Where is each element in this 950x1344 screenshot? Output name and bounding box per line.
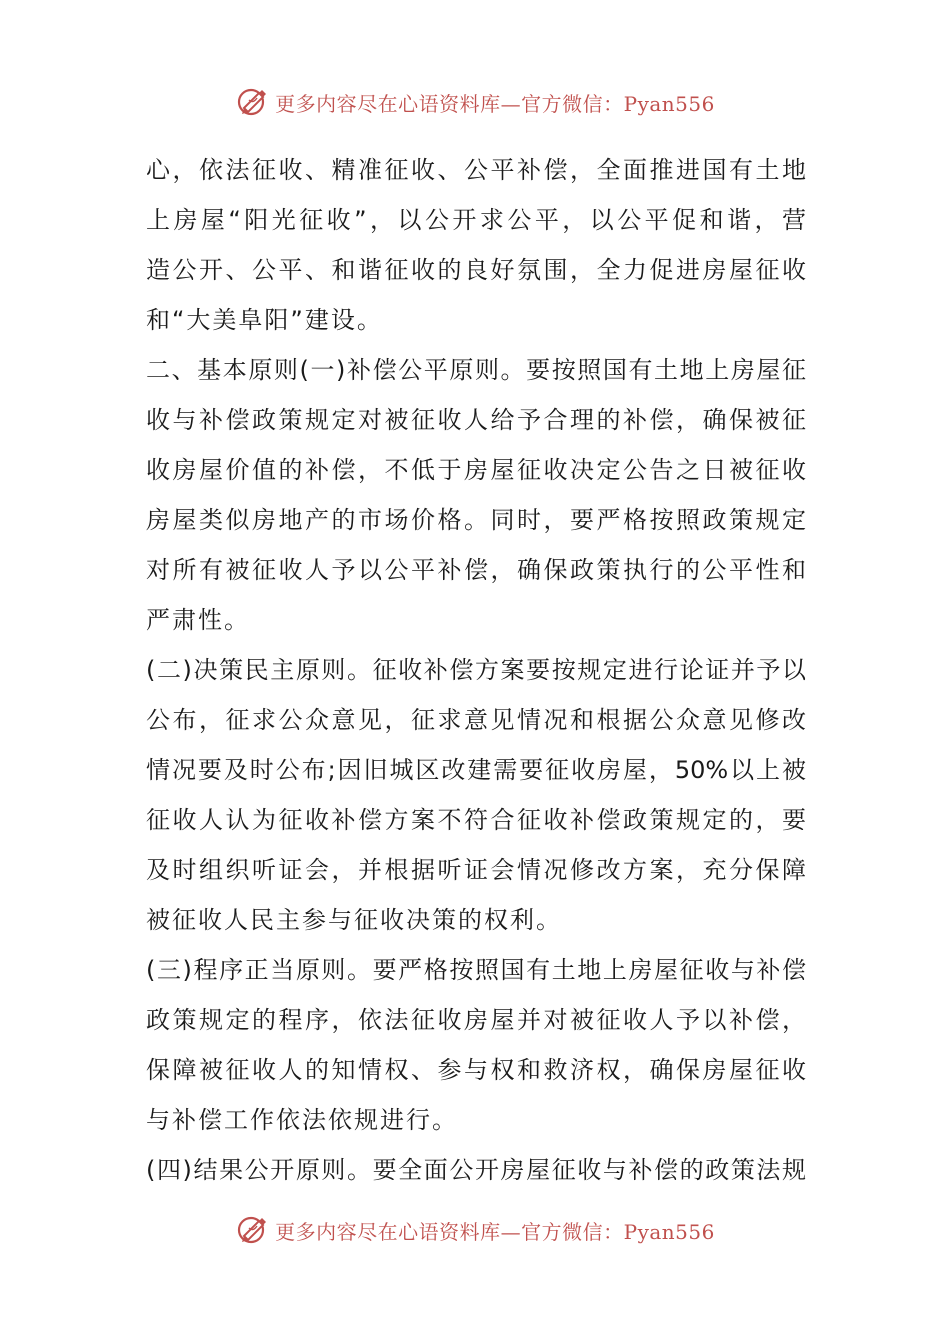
body-line: (二)决策民主原则。征收补偿方案要按规定进行论证并予以 — [146, 656, 806, 684]
pen-logo-icon — [235, 84, 271, 120]
body-line: 心，依法征收、精准征收、公平补偿，全面推进国有土地 — [146, 156, 806, 184]
body-line: 征收人认为征收补偿方案不符合征收补偿政策规定的，要 — [146, 806, 806, 834]
body-line: 对所有被征收人予以公平补偿，确保政策执行的公平性和 — [146, 556, 806, 584]
body-line: 二、基本原则(一)补偿公平原则。要按照国有土地上房屋征 — [146, 356, 806, 384]
body-line: 被征收人民主参与征收决策的权利。 — [146, 906, 562, 934]
body-line: (四)结果公开原则。要全面公开房屋征收与补偿的政策法规 — [146, 1156, 806, 1184]
footer-watermark-banner — [0, 1208, 950, 1252]
pen-logo-icon — [235, 1212, 271, 1248]
header-watermark-text: 更多内容尽在心语资料库—官方微信：Pyan556 — [275, 91, 715, 116]
body-line: 和“大美阜阳”建设。 — [146, 306, 383, 334]
body-line: 情况要及时公布;因旧城区改建需要征收房屋，50%以上被 — [146, 756, 806, 784]
body-line: 及时组织听证会，并根据听证会情况修改方案，充分保障 — [146, 856, 806, 884]
footer-watermark-text: 更多内容尽在心语资料库—官方微信：Pyan556 — [275, 1219, 715, 1244]
body-line: 房屋类似房地产的市场价格。同时，要严格按照政策规定 — [146, 506, 806, 534]
header-watermark-banner — [0, 80, 950, 124]
body-line: 造公开、公平、和谐征收的良好氛围，全力促进房屋征收 — [146, 256, 806, 284]
body-line: 公布，征求公众意见，征求意见情况和根据公众意见修改 — [146, 706, 806, 734]
body-line: (三)程序正当原则。要严格按照国有土地上房屋征收与补偿 — [146, 956, 806, 984]
body-line: 严肃性。 — [146, 606, 250, 634]
body-line: 上房屋“阳光征收”，以公开求公平，以公平促和谐，营 — [146, 206, 806, 234]
body-line: 收与补偿政策规定对被征收人给予合理的补偿，确保被征 — [146, 406, 806, 434]
body-line: 收房屋价值的补偿，不低于房屋征收决定公告之日被征收 — [146, 456, 806, 484]
body-line: 政策规定的程序，依法征收房屋并对被征收人予以补偿， — [146, 1006, 806, 1034]
document-body — [146, 148, 806, 1198]
body-line: 与补偿工作依法依规进行。 — [146, 1106, 458, 1134]
body-line: 保障被征收人的知情权、参与权和救济权，确保房屋征收 — [146, 1056, 806, 1084]
